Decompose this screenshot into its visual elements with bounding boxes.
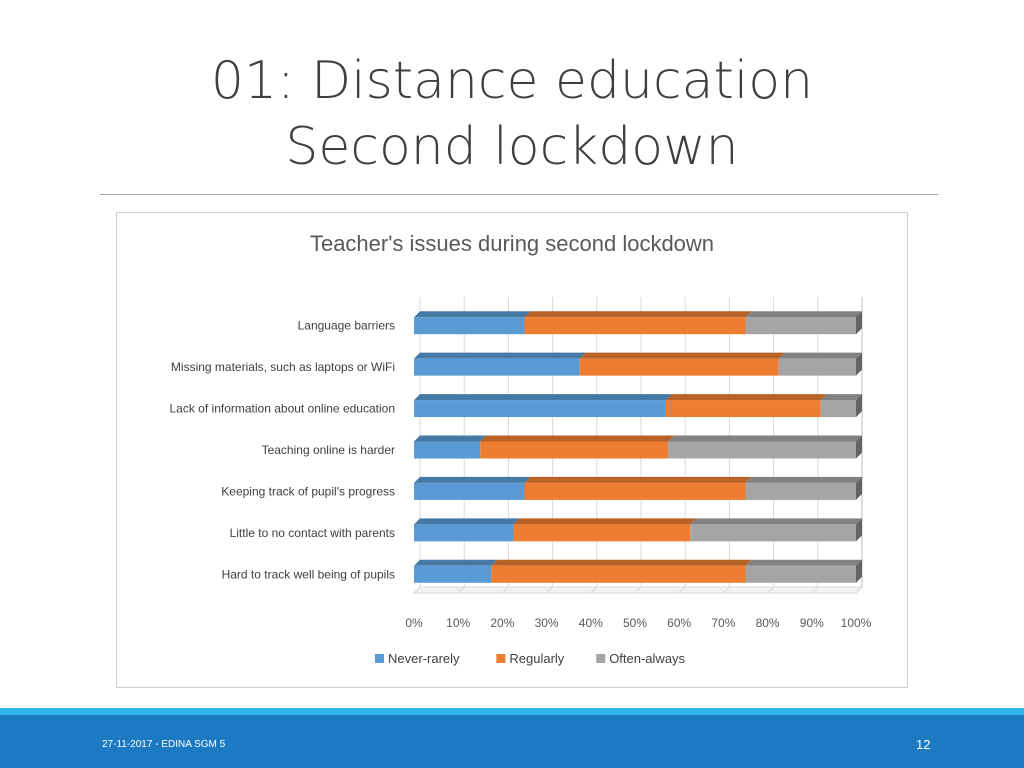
bar-top-face: [414, 560, 497, 566]
x-tick-label: 70%: [711, 616, 736, 630]
bar-segment: [746, 317, 857, 334]
x-tick-label: 90%: [799, 616, 824, 630]
category-label: Little to no contact with parents: [229, 525, 395, 540]
bar-segment: [480, 442, 668, 459]
category-label: Hard to track well being of pupils: [221, 567, 395, 582]
bar-segment: [414, 483, 525, 500]
bar-segment: [491, 566, 745, 583]
footer-accent-strip: [0, 708, 1024, 715]
bar-top-face: [513, 518, 696, 524]
category-label: Language barriers: [297, 318, 395, 333]
bar-top-face: [414, 394, 672, 400]
bar-top-face: [414, 436, 486, 442]
bar-segment: [414, 359, 580, 376]
legend-swatch: [496, 654, 505, 663]
bar-segment: [779, 359, 856, 376]
category-label: Teaching online is harder: [261, 443, 395, 457]
chart-frame: [116, 212, 908, 688]
bar-top-face: [666, 394, 827, 400]
bar-top-face: [821, 394, 862, 400]
bar-top-face: [414, 311, 531, 317]
bar-top-face: [746, 560, 863, 566]
bar-segment: [414, 400, 666, 417]
x-tick-label: 30%: [534, 616, 559, 630]
title-divider: [100, 194, 938, 195]
stacked-bar-chart: [117, 213, 907, 687]
bar-top-face: [746, 311, 863, 317]
footer-date-label: 27-11-2017 - EDINA SGM 5: [102, 739, 226, 750]
chart-title: Teacher's issues during second lockdown: [309, 231, 715, 256]
bar-top-face: [746, 477, 863, 483]
bar-segment: [821, 400, 856, 417]
bar-segment: [690, 524, 856, 541]
footer-bar: [0, 715, 1024, 768]
x-tick-label: 60%: [667, 616, 692, 630]
bar-segment: [746, 483, 857, 500]
category-label: Keeping track of pupil's progress: [221, 484, 395, 499]
bar-top-face: [480, 436, 674, 442]
category-label: Lack of information about online education: [169, 401, 395, 416]
legend-swatch: [596, 654, 605, 663]
bar-segment: [414, 442, 480, 459]
legend-label: Never-rarely: [388, 651, 460, 666]
bar-top-face: [580, 353, 785, 359]
bar-top-face: [525, 311, 752, 317]
bar-segment: [746, 566, 857, 583]
bar-segment: [525, 317, 746, 334]
legend-label: Regularly: [509, 651, 565, 666]
slide-title-line-1: 01: Distance education: [210, 51, 814, 111]
legend-swatch: [375, 654, 384, 663]
x-tick-label: 0%: [405, 616, 423, 630]
bar-top-face: [414, 477, 531, 483]
bar-top-face: [668, 436, 862, 442]
bar-segment: [668, 442, 856, 459]
legend-label: Often-always: [609, 651, 686, 666]
category-label: Missing materials, such as laptops or WiFi: [170, 360, 395, 375]
page-number: 12: [916, 737, 931, 752]
bar-top-face: [414, 353, 586, 359]
x-tick-label: 10%: [446, 616, 471, 630]
bar-segment: [580, 359, 779, 376]
x-tick-label: 40%: [578, 616, 603, 630]
x-tick-label: 80%: [755, 616, 780, 630]
bar-top-face: [491, 560, 751, 566]
bar-segment: [666, 400, 821, 417]
bar-segment: [414, 317, 525, 334]
bar-segment: [525, 483, 746, 500]
slide-title-line-2: Second lockdown: [285, 117, 739, 177]
bar-segment: [513, 524, 690, 541]
bar-top-face: [525, 477, 752, 483]
bar-top-face: [690, 518, 862, 524]
x-tick-label: 50%: [622, 616, 648, 630]
bar-top-face: [414, 518, 519, 524]
x-tick-label: 20%: [490, 616, 515, 630]
bar-segment: [414, 566, 491, 583]
x-tick-label: 100%: [840, 616, 872, 630]
bar-segment: [414, 524, 513, 541]
bar-top-face: [779, 353, 862, 359]
slide-title: [0, 48, 1024, 180]
